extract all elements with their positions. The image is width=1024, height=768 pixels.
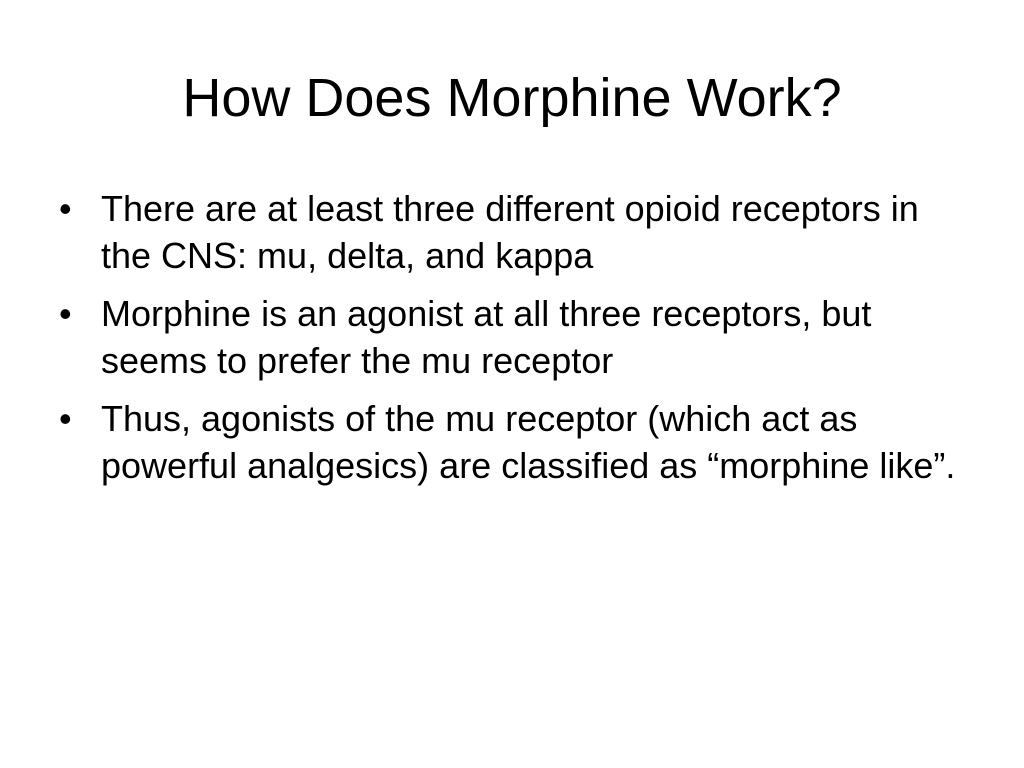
bullet-item-receptors [57, 185, 957, 279]
bullet-text: Morphine is an agonist at all three receptors, but seems to prefer the mu receptor [101, 293, 872, 381]
bullet-item-classification [57, 395, 957, 489]
bullet-text: Thus, agonists of the mu receptor (which act as powerful analgesics) are classified as “morphine like”. [101, 398, 956, 486]
bullet-text: There are at least three different opioid receptors in the CNS: mu, delta, and kappa [101, 188, 919, 276]
bullet-point-icon: • [59, 398, 72, 439]
bullet-item-agonist [57, 290, 957, 384]
bullet-point-icon: • [59, 188, 72, 229]
bullet-point-icon: • [59, 293, 72, 334]
slide-title: How Does Morphine Work? [182, 68, 842, 128]
bullet-list [57, 185, 957, 500]
